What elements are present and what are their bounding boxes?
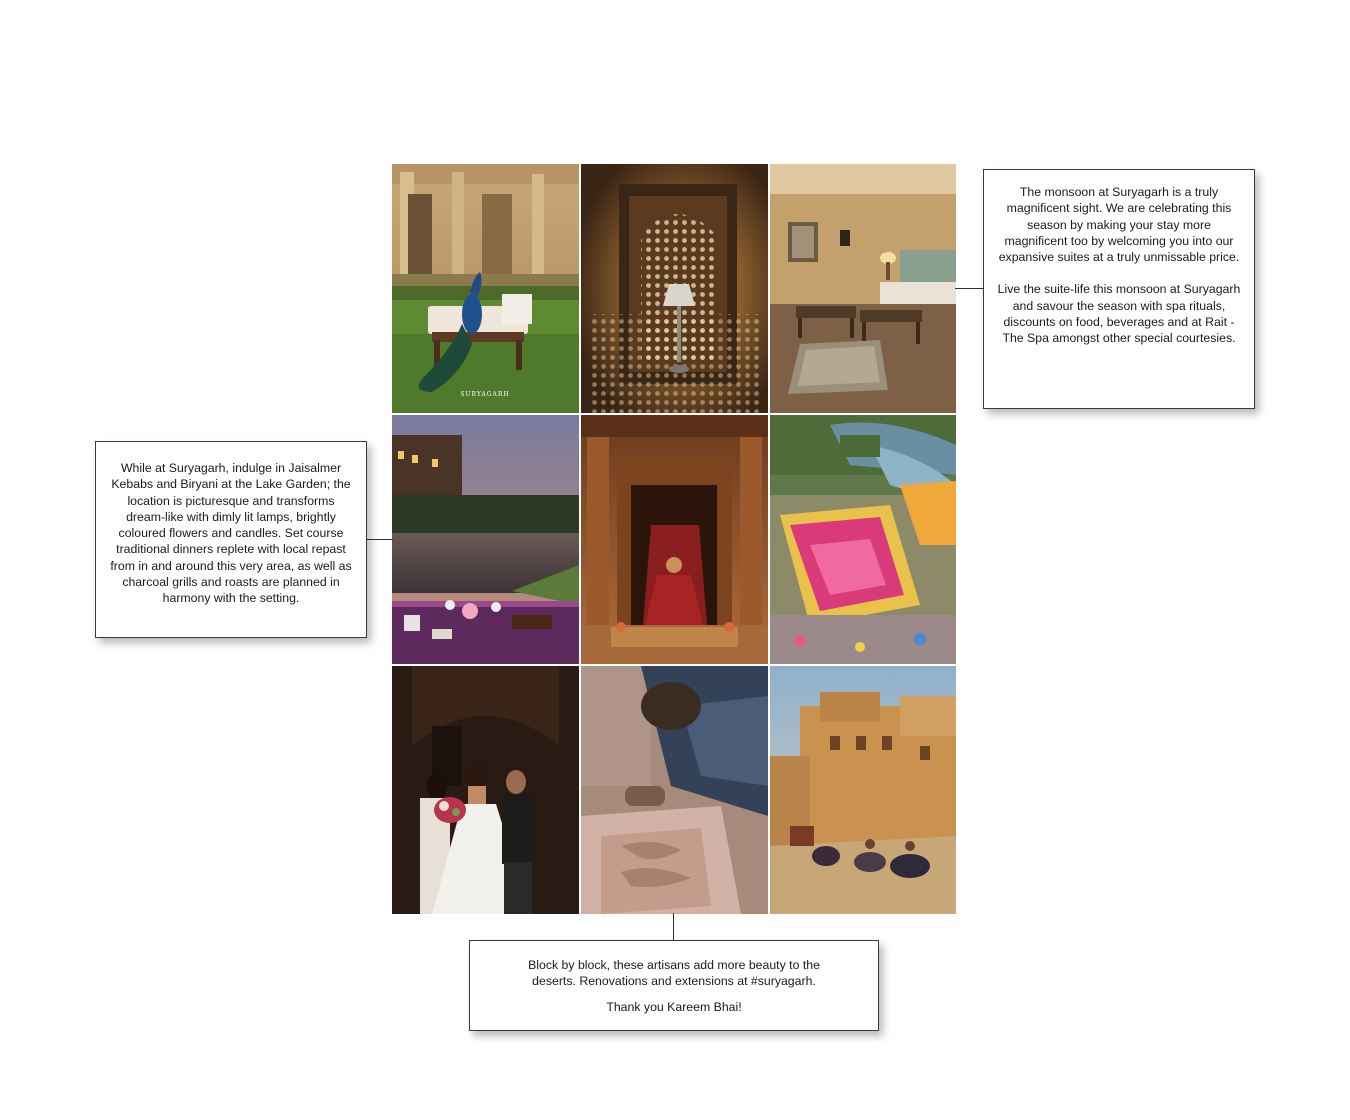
connector-line-left [366,539,393,540]
photo-carved-mirror[interactable] [581,164,768,413]
photo-bride-walking[interactable] [392,666,579,914]
monsoon-callout-text-1: The monsoon at Suryagarh is a truly magnificent sight. We are celebrating this season by making your stay more magnificent too by welcoming you into our expansive suites at a truly unmissable price. [998,185,1240,265]
photo-dancers-palace[interactable] [770,666,956,914]
artisans-callout-text-2: Thank you Kareem Bhai! [606,999,742,1014]
lake-garden-callout-text: While at Suryagarh, indulge in Jaisalmer Kebabs and Biryani at the Lake Garden; the location is picturesque and transforms dream-like with dimly lit lamps, brightly coloured flowers and candles. Set course traditional dinners replete with local repast from in and around this very area, as well as charcoal grills and roasts are planned in harmony with the setting. [110,461,352,606]
photo-lake-garden-dining[interactable] [392,415,579,664]
photo-aerial-pavilion[interactable] [770,415,956,664]
monsoon-callout-text-2: Live the suite-life this monsoon at Suryagarh and savour the season with spa rituals, discounts on food, beverages and at Rait - The Spa amongst other special courtesies. [997,282,1241,346]
photo-peacock-courtyard[interactable] [392,164,579,413]
artisans-callout-text-1: Block by block, these artisans add more beauty to the deserts. Renovations and extensions at #suryagarh. [528,958,820,989]
photo-artisan-carving[interactable] [581,666,768,914]
monsoon-callout [983,169,1255,409]
photo-bride-doorway[interactable] [581,415,768,664]
photo-suite-bedroom[interactable] [770,164,956,413]
connector-line-right [955,288,984,289]
connector-line-bottom [673,913,674,941]
lake-garden-callout [95,441,367,638]
photo-grid [392,164,956,914]
artisans-callout [469,940,879,1031]
suryagarh-logo: SURYAGARH [460,391,510,398]
